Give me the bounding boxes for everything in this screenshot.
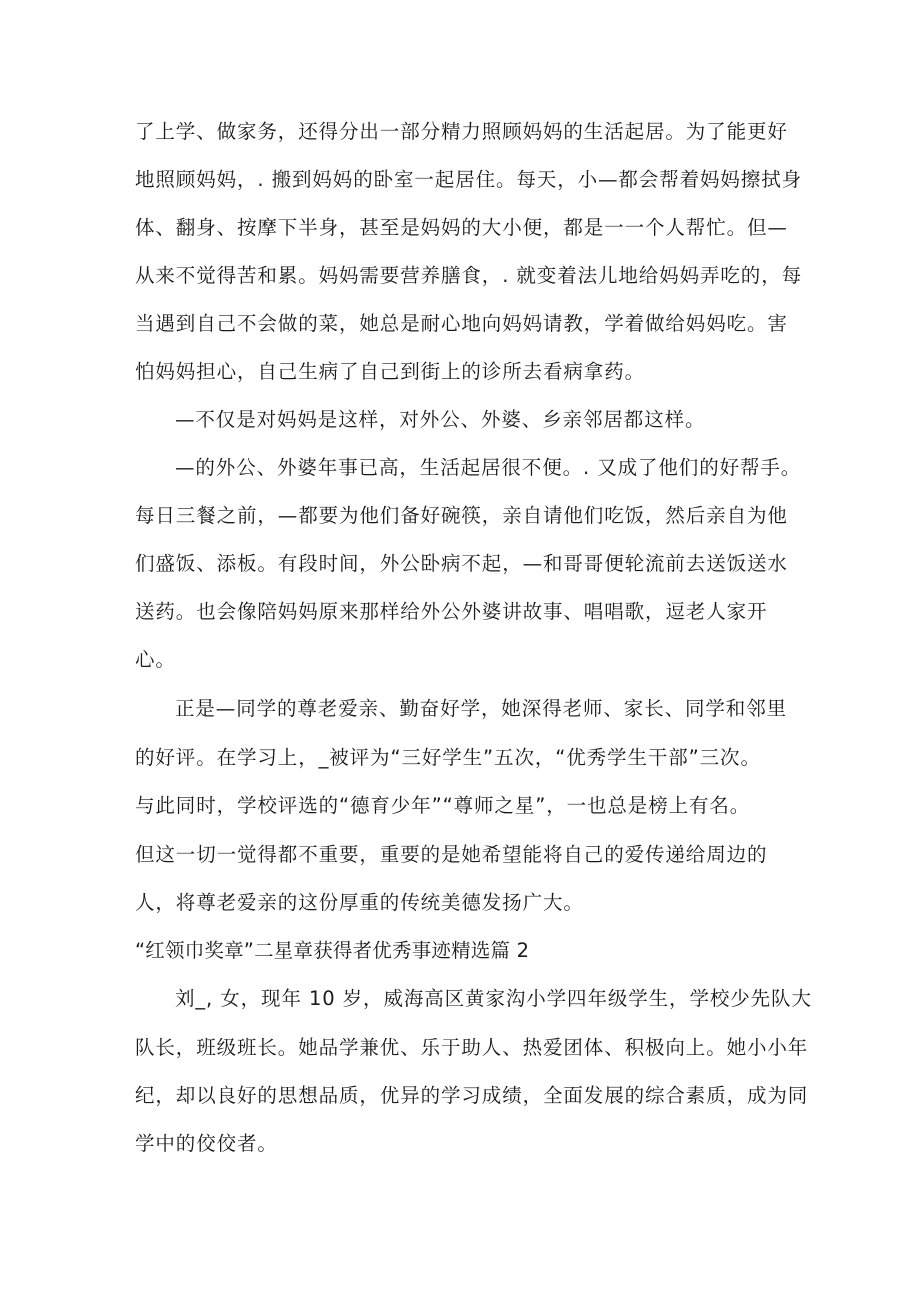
paragraph-1-line-1: 了上学、做家务，还得分出一部分精力照顾妈妈的生活起居。为了能更好 [135,120,788,143]
paragraph-1-line-5: 当遇到自己不会做的菜，她总是耐心地向妈妈请教，学着做给妈妈吃。害 [135,312,788,335]
paragraph-4-line-1: 正是—同学的尊老爱亲、勤奋好学，她深得老师、家长、同学和邻里 [175,697,788,720]
paragraph-3-line-3: 们盛饭、添板。有段时间，外公卧病不起，—和哥哥便轮流前去送饭送水 [135,552,788,575]
paragraph-1-line-6: 怕妈妈担心，自己生病了自己到街上的诊所去看病拿药。 [135,360,646,383]
paragraph-4-line-4: 但这一切一觉得都不重要，重要的是她希望能将自己的爱传递给周边的 [135,843,768,866]
paragraph-3-line-5: 心。 [135,648,176,671]
paragraph-3-line-2: 每日三餐之前，—都要为他们备好碗筷，亲自请他们吃饭，然后亲自为他 [135,504,788,527]
paragraph-1-line-3: 体、翻身、按摩下半身，甚至是妈妈的大小便，都是一一个人帮忙。但— [135,216,788,239]
section-title: “红领巾奖章”二星章获得者优秀事迹精选篇 2 [135,939,530,962]
paragraph-4-line-3: 与此同时，学校评选的“德育少年”“尊师之星”，一也总是榜上有名。 [135,794,751,817]
section-paragraph-line-3: 纪，却以良好的思想品质，优异的学习成绩，全面发展的综合素质，成为同 [135,1084,809,1107]
paragraph-1-line-2: 地照顾妈妈，. 搬到妈妈的卧室一起居住。每天，小—都会帮着妈妈擦拭身 [135,168,802,191]
paragraph-4-line-5: 人，将尊老爱亲的这份厚重的传统美德发扬广大。 [135,891,584,914]
section-paragraph-line-2: 队长，班级班长。她品学兼优、乐于助人、热爱团体、积极向上。她小小年 [135,1036,809,1059]
section-paragraph-line-4: 学中的佼佼者。 [135,1132,278,1155]
paragraph-1-line-4: 从来不觉得苦和累。妈妈需要营养膳食，. 就变着法儿地给妈妈弄吃的，每 [135,264,802,287]
paragraph-2-line-1: —不仅是对妈妈是这样，对外公、外婆、乡亲邻居都这样。 [175,408,706,431]
paragraph-4-line-2: 的好评。在学习上，_被评为“三好学生”五次，“优秀学生干部”三次。 [135,746,761,769]
paragraph-3-line-1: —的外公、外婆年事已高，生活起居很不便。. 又成了他们的好帮手。 [175,456,802,479]
section-paragraph-line-1: 刘_, 女，现年 10 岁，威海高区黄家沟小学四年级学生，学校少先队大 [175,987,812,1010]
paragraph-3-line-4: 送药。也会像陪妈妈原来那样给外公外婆讲故事、唱唱歌，逗老人家开 [135,600,768,623]
